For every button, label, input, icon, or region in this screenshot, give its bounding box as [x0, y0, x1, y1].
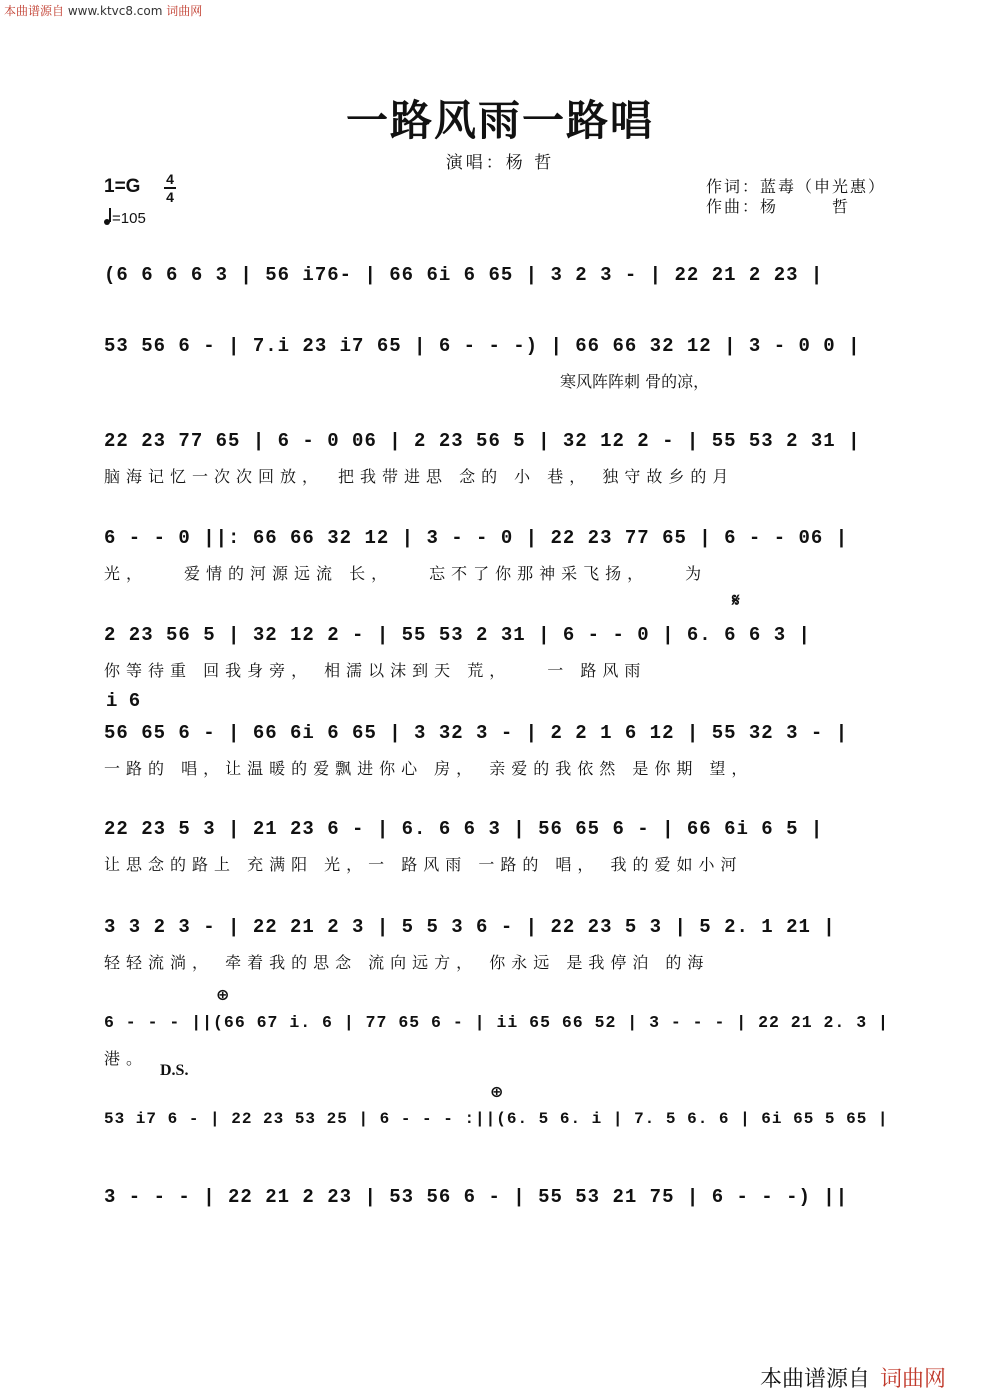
site-header-left: 本曲谱源自: [4, 4, 65, 18]
time-signature-top: 4: [166, 171, 174, 187]
lyric-line: 让思念的路上 充满阳 光，一 路风雨 一路的 唱， 我的爱如小河: [104, 855, 743, 874]
lyric-line: 港。: [104, 1049, 149, 1068]
footer-right[interactable]: 词曲网: [880, 1367, 947, 1392]
score-system: [104, 262, 896, 288]
score-system: [104, 1010, 896, 1036]
footer: [760, 1362, 946, 1393]
lyric-line: 脑海记忆一次次回放， 把我带进思 念的 小 巷， 独守故乡的月: [104, 467, 735, 486]
notation-line: (6 6 6 6 3 | 56 i76- | 66 6i 6 65 | 3 2 3 - | 22 21 2 23 |: [104, 264, 824, 286]
footer-left: 本曲谱源自: [760, 1367, 871, 1392]
notation-line: 6 - - 0 ||: 66 66 32 12 | 3 - - 0 | 22 23 77 65 | 6 - - 06 |: [104, 527, 849, 549]
notation-line: 53 56 6 - | 7.i 23 i7 65 | 6 - - -) | 66 66 32 12 | 3 - 0 0 |: [104, 335, 861, 357]
quarter-note-icon: [104, 219, 110, 225]
ds-marking: D.S.: [160, 1062, 189, 1079]
score-system: [104, 1184, 896, 1210]
score-system: [104, 622, 896, 648]
notation-line: 56 65 6 - | 66 6i 6 65 | 3 32 3 - | 2 2 1 6 12 | 55 32 3 - |: [104, 722, 849, 744]
segno-icon: 𝄋: [732, 590, 740, 611]
lyric-line: 寒风阵阵刺 骨的凉，: [560, 372, 710, 391]
site-header: [4, 2, 202, 19]
score-system: [104, 525, 896, 551]
time-signature-bottom: 4: [166, 189, 174, 205]
alternate-notes: i 6: [106, 690, 141, 712]
coda-icon-2: ⊕: [490, 1082, 504, 1101]
lyricist-credit: 作词：蓝毒（申光惠）: [706, 177, 887, 196]
song-title: 一路风雨一路唱: [345, 96, 654, 145]
notation-line: 6 - - - ||(66 67 i. 6 | 77 65 6 - | ii 65 66 52 | 3 - - - | 22 21 2. 3 |: [104, 1013, 889, 1032]
notation-line: 2 23 56 5 | 32 12 2 - | 55 53 2 31 | 6 - - 0 | 6. 6 6 3 |: [104, 624, 811, 646]
lyric-line: 光， 爱情的河源远流 长， 忘不了你那神采飞扬， 为: [104, 564, 708, 583]
notation-line: 3 3 2 3 - | 22 21 2 3 | 5 5 3 6 - | 22 23 5 3 | 5 2. 1 21 |: [104, 916, 836, 938]
tempo-value: =105: [112, 210, 146, 227]
lyric-line: 你等待重 回我身旁， 相濡以沫到天 荒， 一 路风雨: [104, 661, 647, 680]
key-signature: 1=G: [104, 176, 141, 197]
score-system: [104, 428, 896, 454]
score-system: [104, 1106, 896, 1132]
score-system: [104, 720, 896, 746]
site-header-right: 词曲网: [166, 4, 203, 18]
notation-line: 53 i7 6 - | 22 23 53 25 | 6 - - - :||(6. 5 6. i | 7. 5 6. 6 | 6i 65 5 65 |: [104, 1110, 889, 1128]
time-signature: [164, 172, 176, 204]
composer-credit: 作曲：杨 哲: [706, 197, 851, 216]
score-system: [104, 333, 896, 359]
tempo-marking: [104, 210, 146, 227]
notation-line: 22 23 5 3 | 21 23 6 - | 6. 6 6 3 | 56 65 6 - | 66 6i 6 5 |: [104, 818, 824, 840]
lyric-line: 轻轻流淌， 牵着我的思念 流向远方， 你永远 是我停泊 的海: [104, 953, 710, 972]
site-header-url[interactable]: www.ktvc8.com: [67, 4, 163, 18]
score-system: [104, 914, 896, 940]
lyric-line: 一路的 唱，让温暖的爱飘进你心 房， 亲爱的我依然 是你期 望，: [104, 759, 754, 778]
singer-credit: 演唱：杨 哲: [445, 153, 555, 173]
notation-line: 3 - - - | 22 21 2 23 | 53 56 6 - | 55 53 21 75 | 6 - - -) ||: [104, 1186, 849, 1208]
notation-line: 22 23 77 65 | 6 - 0 06 | 2 23 56 5 | 32 12 2 - | 55 53 2 31 |: [104, 430, 861, 452]
score-system: [104, 816, 896, 842]
coda-icon: ⊕: [216, 985, 230, 1004]
